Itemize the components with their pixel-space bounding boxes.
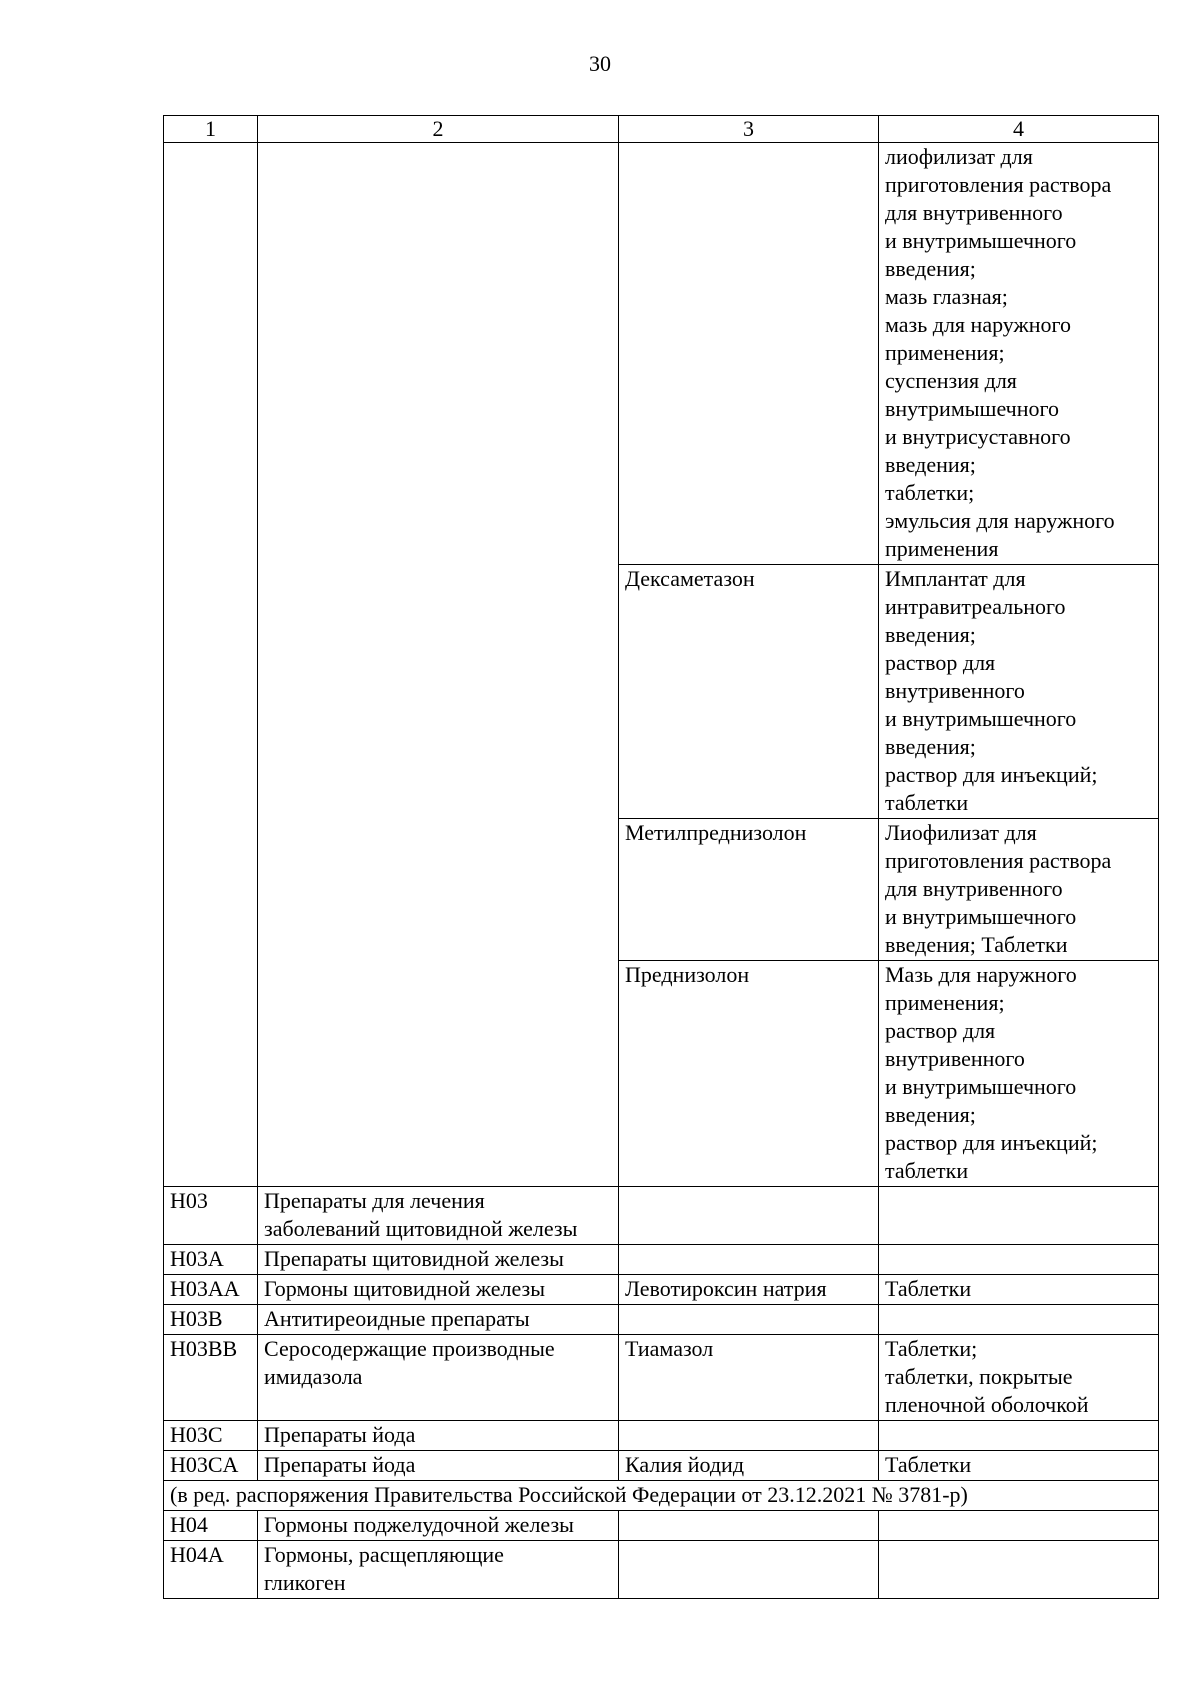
form-cell [879,1511,1159,1541]
form-cell [879,1187,1159,1245]
code-cell: H03AA [164,1275,258,1305]
header-col-1: 1 [164,116,258,143]
drug-cell [619,1245,879,1275]
group-cell: Препараты щитовидной железы [258,1245,619,1275]
form-cell: Таблетки [879,1451,1159,1481]
header-col-4: 4 [879,116,1159,143]
drug-cell: Левотироксин натрия [619,1275,879,1305]
table-row [164,1275,1159,1305]
group-cell: Препараты для лечения заболеваний щитовидной железы [258,1187,619,1245]
table-row [164,1541,1159,1599]
amendment-note: (в ред. распоряжения Правительства Российской Федерации от 23.12.2021 № 3781-р) [164,1481,1159,1511]
group-cell: Гормоны щитовидной железы [258,1275,619,1305]
form-cell [879,1245,1159,1275]
group-cell: Гормоны поджелудочной железы [258,1511,619,1541]
table-row [164,1187,1159,1245]
page-number: 30 [589,51,611,76]
drug-cell [619,1541,879,1599]
code-cell: H03 [164,1187,258,1245]
drug-cell: Преднизолон [619,961,879,1187]
drug-cell [619,143,879,565]
group-cell [258,143,619,1187]
form-cell [879,1421,1159,1451]
code-cell: H03CA [164,1451,258,1481]
group-cell: Препараты йода [258,1421,619,1451]
drug-cell: Тиамазол [619,1335,879,1421]
form-cell: лиофилизат для приготовления раствора для внутривенного и внутримышечного введения; мазь глазная; мазь для наружного применения; суспензия для внутримышечного и внутрисуставного введения; таблетки; эмульсия для наружного применения [879,143,1159,565]
code-cell: H04A [164,1541,258,1599]
code-cell: H03BB [164,1335,258,1421]
code-cell: H03A [164,1245,258,1275]
table-row [164,1335,1159,1421]
group-cell: Антитиреоидные препараты [258,1305,619,1335]
group-cell: Серосодержащие производные имидазола [258,1335,619,1421]
header-col-2: 2 [258,116,619,143]
table-row [164,1305,1159,1335]
table-header-row [164,116,1159,143]
drug-cell [619,1421,879,1451]
form-cell [879,1541,1159,1599]
table-row [164,1451,1159,1481]
form-cell: Имплантат для интравитреального введения; раствор для внутривенного и внутримышечного введения; раствор для инъекций; таблетки [879,565,1159,819]
drug-cell: Дексаметазон [619,565,879,819]
group-cell: Препараты йода [258,1451,619,1481]
form-cell: Таблетки [879,1275,1159,1305]
form-cell [879,1305,1159,1335]
group-cell: Гормоны, расщепляющие гликоген [258,1541,619,1599]
form-cell: Таблетки; таблетки, покрытые пленочной оболочкой [879,1335,1159,1421]
code-cell: H04 [164,1511,258,1541]
note-row [164,1481,1159,1511]
table-row [164,1511,1159,1541]
drug-table [163,115,1159,1599]
code-cell: H03B [164,1305,258,1335]
table-row [164,143,1159,565]
table-row [164,1245,1159,1275]
header-col-3: 3 [619,116,879,143]
drug-cell [619,1187,879,1245]
code-cell [164,143,258,1187]
drug-cell: Метилпреднизолон [619,819,879,961]
drug-cell [619,1305,879,1335]
form-cell: Мазь для наружного применения; раствор для внутривенного и внутримышечного введения; раствор для инъекций; таблетки [879,961,1159,1187]
code-cell: H03C [164,1421,258,1451]
drug-cell: Калия йодид [619,1451,879,1481]
drug-cell [619,1511,879,1541]
form-cell: Лиофилизат для приготовления раствора для внутривенного и внутримышечного введения; Таблетки [879,819,1159,961]
table-row [164,1421,1159,1451]
